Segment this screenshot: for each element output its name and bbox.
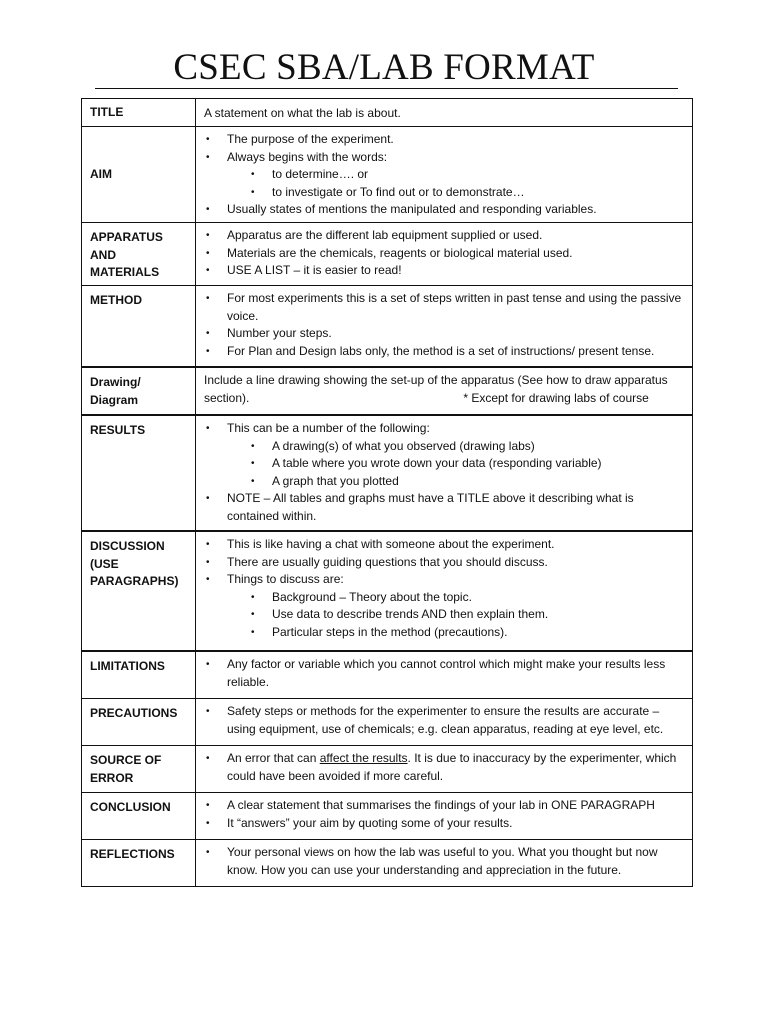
row-drawing	[82, 367, 693, 415]
row-content	[196, 840, 693, 887]
row-content	[196, 99, 693, 127]
row-content	[196, 699, 693, 746]
list-item: • to investigate or To find out or to demonstrate…	[204, 184, 686, 202]
list-item: • An error that can affect the results. It is due to inaccuracy by the experimenter, which could have been avoided if more careful.	[204, 750, 686, 785]
list-item: • This can be a number of the following:	[204, 420, 686, 438]
list-item: • This is like having a chat with someone about the experiment.	[204, 536, 686, 554]
list-item: • Safety steps or methods for the experimenter to ensure the results are accurate – using equipment, use of chemicals; e.g. clean apparatus, reading at eye level, etc.	[204, 703, 686, 738]
row-title	[82, 99, 693, 127]
list-item: • The purpose of the experiment.	[204, 131, 686, 149]
row-label: RESULTS	[82, 415, 196, 531]
row-content	[196, 367, 693, 415]
list-item: • Any factor or variable which you cannot control which might make your results less reliable.	[204, 656, 686, 691]
row-content	[196, 746, 693, 793]
page-title: CSEC SBA/LAB FORMAT	[173, 47, 595, 88]
list-item: • Your personal views on how the lab was useful to you. What you thought but now know. How you can use your understanding and appreciation in the future.	[204, 844, 686, 879]
list-item: • A clear statement that summarises the findings of your lab in ONE PARAGRAPH	[204, 797, 686, 815]
list-item: • to determine…. or	[204, 166, 686, 184]
row-content	[196, 531, 693, 651]
row-method	[82, 286, 693, 368]
row-results	[82, 415, 693, 531]
row-aim	[82, 127, 693, 223]
row-precautions	[82, 699, 693, 746]
row-source-of-error	[82, 746, 693, 793]
row-apparatus	[82, 223, 693, 286]
list-item: • NOTE – All tables and graphs must have a TITLE above it describing what is contained within.	[204, 490, 686, 525]
list-item: • Materials are the chemicals, reagents or biological material used.	[204, 245, 686, 263]
list-item: • Apparatus are the different lab equipment supplied or used.	[204, 227, 686, 245]
row-label: LIMITATIONS	[82, 651, 196, 699]
list-item: • USE A LIST – it is easier to read!	[204, 262, 686, 280]
list-item: • It “answers” your aim by quoting some of your results.	[204, 815, 686, 833]
title-underline	[95, 88, 678, 89]
list-item: • For most experiments this is a set of steps written in past tense and using the passive voice.	[204, 290, 686, 325]
list-item: • For Plan and Design labs only, the method is a set of instructions/ present tense.	[204, 343, 686, 361]
row-label: SOURCE OF ERROR	[82, 746, 196, 793]
list-item: • There are usually guiding questions that you should discuss.	[204, 554, 686, 572]
row-text: Include a line drawing showing the set-up of the apparatus (See how to draw apparatus section). * Except for drawing labs of course	[204, 373, 668, 405]
row-reflections	[82, 840, 693, 887]
row-label: Drawing/ Diagram	[82, 367, 196, 415]
row-label: APPARATUS AND MATERIALS	[82, 223, 196, 286]
list-item: • Always begins with the words:	[204, 149, 686, 167]
list-item: • Background – Theory about the topic.	[204, 589, 686, 607]
list-item: • Use data to describe trends AND then explain them.	[204, 606, 686, 624]
list-item: • Number your steps.	[204, 325, 686, 343]
lab-format-table	[81, 98, 693, 887]
row-text: A statement on what the lab is about.	[204, 106, 401, 120]
row-label: METHOD	[82, 286, 196, 368]
row-content	[196, 223, 693, 286]
list-item: • Usually states of mentions the manipulated and responding variables.	[204, 201, 686, 219]
row-label: REFLECTIONS	[82, 840, 196, 887]
list-item: • A table where you wrote down your data (responding variable)	[204, 455, 686, 473]
row-label: DISCUSSION (USE PARAGRAPHS)	[82, 531, 196, 651]
row-content	[196, 651, 693, 699]
row-content	[196, 127, 693, 223]
row-label: PRECAUTIONS	[82, 699, 196, 746]
list-item: • A drawing(s) of what you observed (drawing labs)	[204, 438, 686, 456]
row-label: CONCLUSION	[82, 793, 196, 840]
row-content	[196, 286, 693, 368]
row-label: TITLE	[82, 99, 196, 127]
row-conclusion	[82, 793, 693, 840]
row-content	[196, 793, 693, 840]
list-item: • A graph that you plotted	[204, 473, 686, 491]
note-text: * Except for drawing labs of course	[463, 390, 649, 405]
list-item: • Things to discuss are:	[204, 571, 686, 589]
row-content	[196, 415, 693, 531]
underlined-text: affect the results	[319, 751, 408, 765]
row-limitations	[82, 651, 693, 699]
list-item: • Particular steps in the method (precautions).	[204, 624, 686, 642]
row-discussion	[82, 531, 693, 651]
row-label: AIM	[82, 127, 196, 223]
